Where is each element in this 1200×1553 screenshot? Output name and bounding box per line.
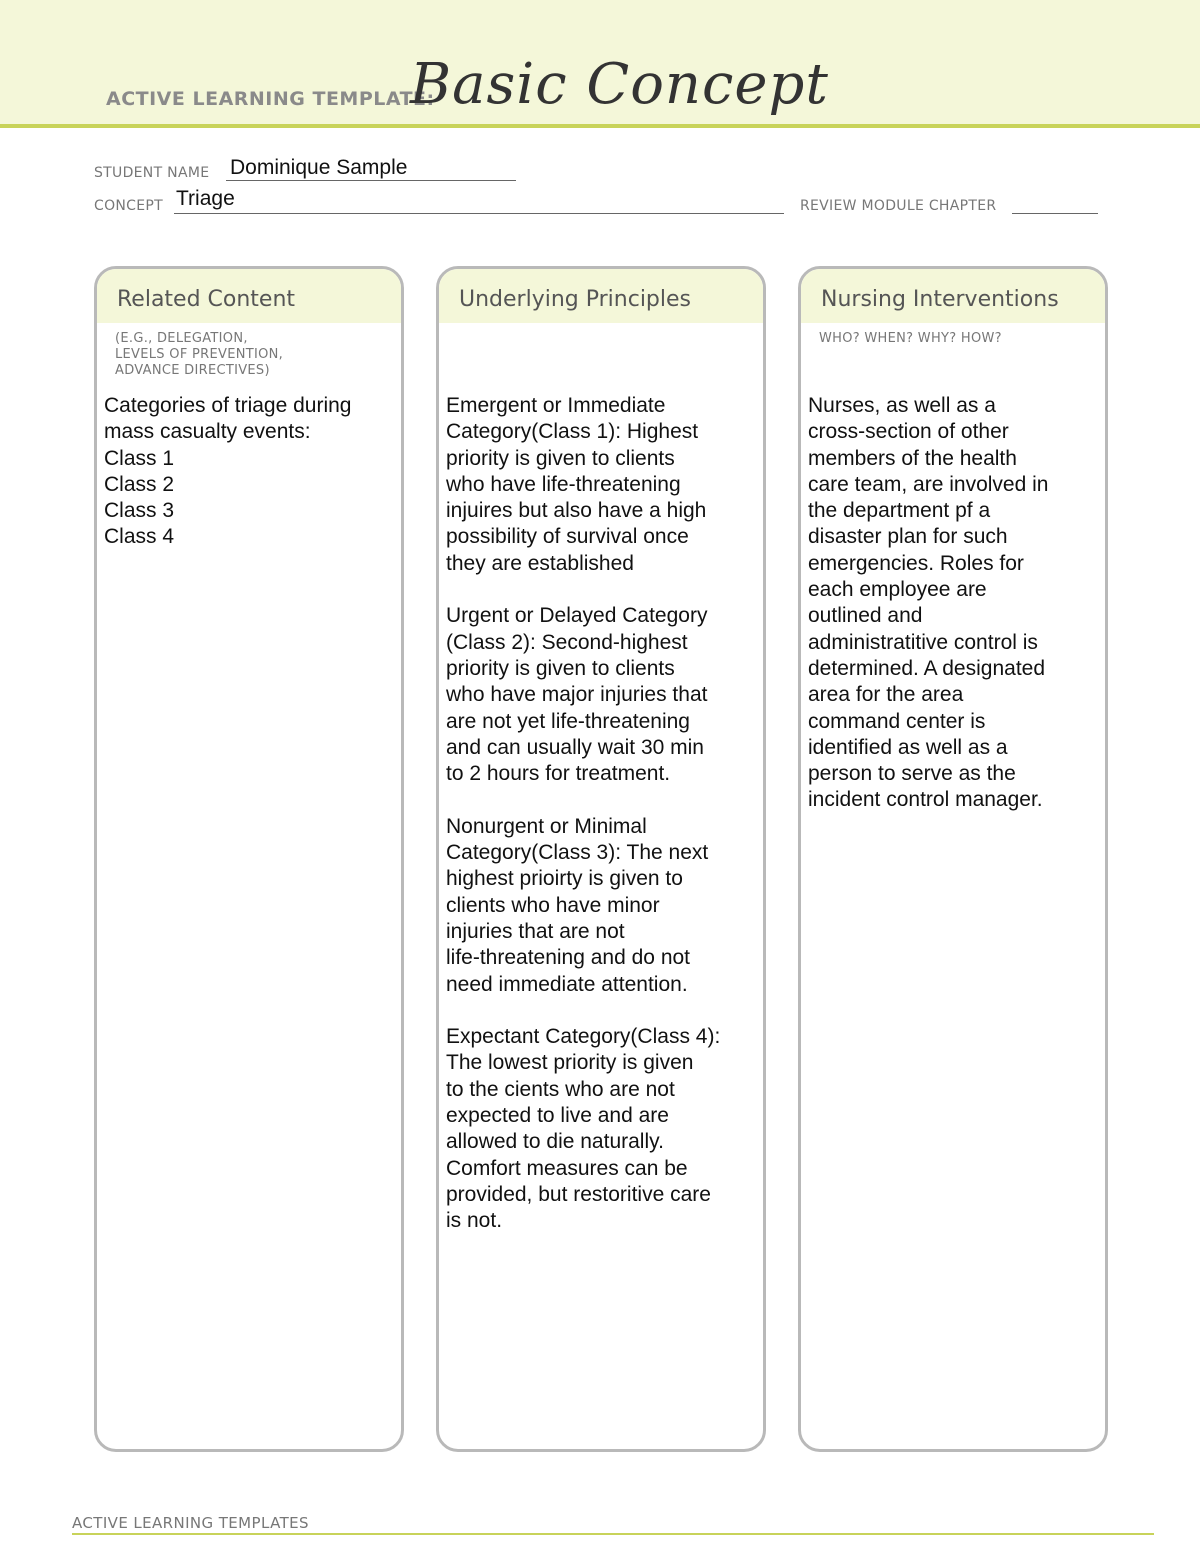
concept-value: Triage xyxy=(176,187,235,210)
nursing-interventions-subheading: WHO? WHEN? WHY? HOW? xyxy=(819,331,1002,346)
related-content-text: Categories of triage during mass casualty events: Class 1 Class 2 Class 3 Class 4 xyxy=(104,394,352,549)
underlying-principles-text: Emergent or Immediate Category(Class 1): Highest priority is given to clients who have life-threatening injuires but also have a high possibility of survival once they are established Urgent or Delayed Category (Class 2): Second-highest priority is given to clients who have major injuries that are not yet life-threatening and can usually wait 30 min to 2 hours for treatment. Nonurgent or Minimal Category(Class 3): The next highest prioirty is given to clients who have minor injuries that are not life-threatening and do not need immediate attention. Expectant Category(Class 4): The lowest priority is given to the cients who are not expected to live and are allowed to die naturally. Comfort measures can be provided, but restoritive care is not. xyxy=(446,394,721,1233)
nursing-interventions-text: Nurses, as well as a cross-section of other members of the health care team, are involved in the department pf a disaster plan for such emergencies. Roles for each employee are outlined and administratitive control is determined. A designated area for the area command center is identified as well as a person to serve as the incident control manager. xyxy=(808,394,1049,812)
concept-line xyxy=(174,213,784,214)
related-content-subheading: (E.G., DELEGATION, LEVELS OF PREVENTION, ADVANCE DIRECTIVES) xyxy=(115,331,284,378)
nursing-interventions-heading: Nursing Interventions xyxy=(801,269,1105,323)
header-divider xyxy=(0,124,1200,128)
related-content-box xyxy=(94,266,404,1452)
review-module-label: REVIEW MODULE CHAPTER xyxy=(800,198,997,214)
template-title: Basic Concept xyxy=(410,52,829,117)
nursing-interventions-box xyxy=(798,266,1108,1452)
template-label: ACTIVE LEARNING TEMPLATE: xyxy=(106,88,435,110)
student-name-line xyxy=(226,180,516,181)
student-name-label: STUDENT NAME xyxy=(94,165,210,181)
underlying-principles-heading: Underlying Principles xyxy=(439,269,763,323)
concept-label: CONCEPT xyxy=(94,198,163,214)
related-content-heading: Related Content xyxy=(97,269,401,323)
student-name-value: Dominique Sample xyxy=(230,156,408,179)
review-module-line xyxy=(1012,213,1098,214)
footer-label: ACTIVE LEARNING TEMPLATES xyxy=(72,1514,309,1532)
underlying-principles-box xyxy=(436,266,766,1452)
footer-divider xyxy=(72,1533,1154,1535)
